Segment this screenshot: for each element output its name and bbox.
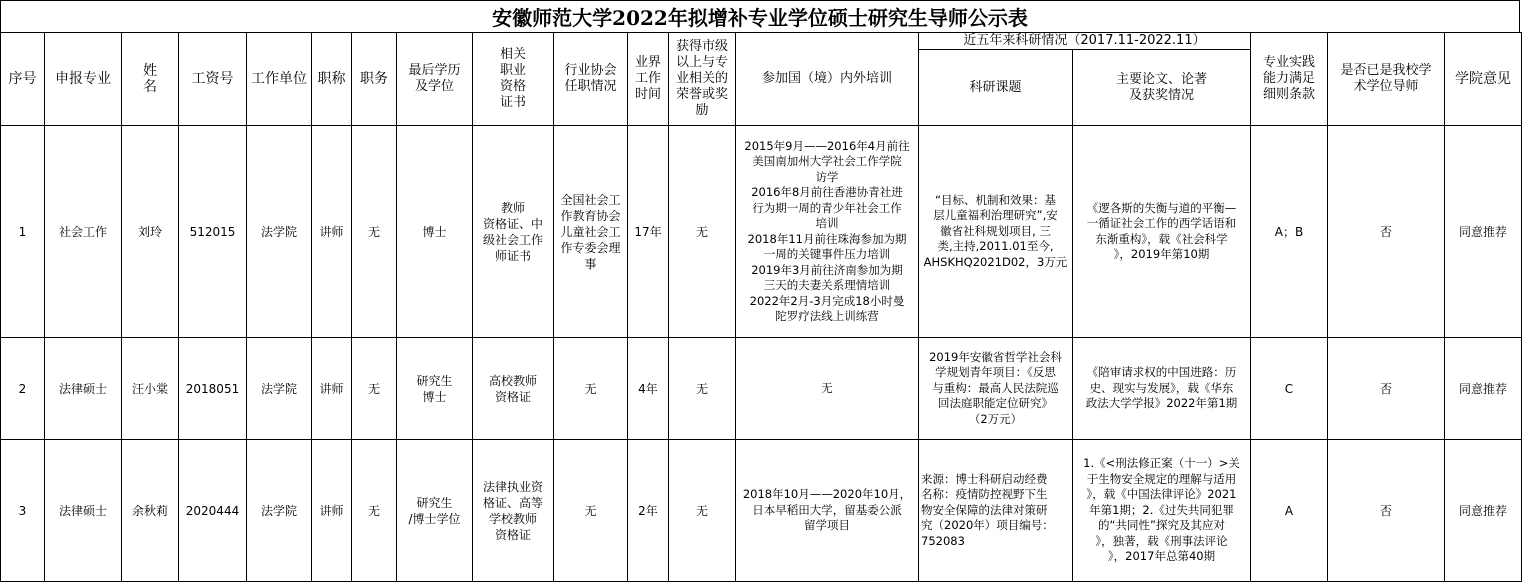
header-years: 业界 工作 时间: [628, 33, 669, 126]
cell-ability: A: [1251, 440, 1328, 582]
cell-assoc: 无: [554, 338, 628, 440]
tutor-table: [0, 32, 1522, 582]
table-row: [1, 338, 1522, 440]
cell-unit: 法学院: [247, 440, 312, 582]
cell-cert: 高校教师 资格证: [473, 338, 554, 440]
header-assoc: 行业协会 任职情况: [554, 33, 628, 126]
header-name: 姓 名: [122, 33, 179, 126]
cell-honors: 无: [669, 338, 736, 440]
cell-training: 2015年9月——2016年4月前往 美国南加州大学社会工作学院 访学 2016年8月前往香港协青社进 行为期一周的青少年社会工作 培训 2018年11月前往珠海参加为期 一周的关键事件压力培训 2019年3月前往济南参加为期 三天的夫妻关系理情培训 2022年2月-3月完成18小时曼 陀罗疗法线上训练营: [736, 126, 919, 338]
cell-staff-id: 2020444: [179, 440, 247, 582]
cell-opinion: 同意推荐: [1445, 126, 1522, 338]
header-staff-id: 工资号: [179, 33, 247, 126]
cell-opinion: 同意推荐: [1445, 440, 1522, 582]
cell-years: 17年: [628, 126, 669, 338]
cell-title: 讲师: [312, 440, 352, 582]
cell-projects: “目标、机制和效果：基 层儿童福利治理研究”,安 徽省社科规划项目, 三 类,主持,2011.01至今, AHSKHQ2021D02，3万元: [919, 126, 1073, 338]
cell-title: 讲师: [312, 126, 352, 338]
cell-staff-id: 2018051: [179, 338, 247, 440]
cell-honors: 无: [669, 126, 736, 338]
cell-is-tutor: 否: [1328, 126, 1445, 338]
cell-training: 2018年10月——2020年10月， 日本早稻田大学，留基委公派 留学项目: [736, 440, 919, 582]
header-title: 职称: [312, 33, 352, 126]
cell-papers: 1.《<刑法修正案（十一）>关 于生物安全规定的理解与适用 》，载《中国法律评论》2021 年第1期；2.《过失共同犯罪 的“共同性”探究及其应对 》，独著，载《刑事法评论 》，2017年总第40期: [1073, 440, 1251, 582]
header-degree: 最后学历 及学位: [397, 33, 473, 126]
header-cert: 相关 职业 资格 证书: [473, 33, 554, 126]
cell-ability: A；B: [1251, 126, 1328, 338]
header-honors: 获得市级 以上与专 业相关的 荣誉或奖 励: [669, 33, 736, 126]
cell-post: 无: [352, 126, 397, 338]
cell-seq: 1: [1, 126, 45, 338]
table-row: [1, 440, 1522, 582]
header-papers: 主要论文、论著 及获奖情况: [1073, 50, 1251, 126]
cell-assoc: 无: [554, 440, 628, 582]
cell-cert: 法律执业资 格证、高等 学校教师 资格证: [473, 440, 554, 582]
header-ability: 专业实践 能力满足 细则条款: [1251, 33, 1328, 126]
cell-staff-id: 512015: [179, 126, 247, 338]
cell-projects: 来源：博士科研启动经费 名称：疫情防控视野下生 物安全保障的法律对策研 究（2020年）项目编号： 752083: [919, 440, 1073, 582]
header-projects: 科研课题: [919, 50, 1073, 126]
cell-unit: 法学院: [247, 338, 312, 440]
header-opinion: 学院意见: [1445, 33, 1522, 126]
cell-assoc: 全国社会工 作教育协会 儿童社会工 作专委会理 事: [554, 126, 628, 338]
cell-training: 无: [736, 338, 919, 440]
cell-title: 讲师: [312, 338, 352, 440]
header-post: 职务: [352, 33, 397, 126]
header-training: 参加国（境）内外培训: [736, 33, 919, 126]
cell-name: 汪小棠: [122, 338, 179, 440]
cell-major: 法律硕士: [45, 338, 122, 440]
cell-degree: 博士: [397, 126, 473, 338]
cell-honors: 无: [669, 440, 736, 582]
cell-papers: 《陪审请求权的中国进路：历 史、现实与发展》，载《华东 政法大学学报》2022年第1期: [1073, 338, 1251, 440]
cell-name: 余秋莉: [122, 440, 179, 582]
table-row: [1, 126, 1522, 338]
cell-years: 4年: [628, 338, 669, 440]
header-major: 申报专业: [45, 33, 122, 126]
header-research-group: 近五年来科研情况（2017.11-2022.11）: [919, 33, 1251, 50]
cell-name: 刘玲: [122, 126, 179, 338]
cell-seq: 2: [1, 338, 45, 440]
cell-is-tutor: 否: [1328, 338, 1445, 440]
cell-opinion: 同意推荐: [1445, 338, 1522, 440]
cell-seq: 3: [1, 440, 45, 582]
cell-cert: 教师 资格证、中 级社会工作 师证书: [473, 126, 554, 338]
sheet-title: 安徽师范大学2022年拟增补专业学位硕士研究生导师公示表: [0, 0, 1520, 32]
cell-years: 2年: [628, 440, 669, 582]
cell-unit: 法学院: [247, 126, 312, 338]
header-seq: 序号: [1, 33, 45, 126]
header-is-tutor: 是否已是我校学 术学位导师: [1328, 33, 1445, 126]
header-unit: 工作单位: [247, 33, 312, 126]
cell-degree: 研究生 博士: [397, 338, 473, 440]
cell-major: 社会工作: [45, 126, 122, 338]
cell-post: 无: [352, 440, 397, 582]
cell-is-tutor: 否: [1328, 440, 1445, 582]
cell-major: 法律硕士: [45, 440, 122, 582]
cell-ability: C: [1251, 338, 1328, 440]
cell-post: 无: [352, 338, 397, 440]
cell-degree: 研究生 /博士学位: [397, 440, 473, 582]
cell-papers: 《逻各斯的失衡与道的平衡— 一循证社会工作的西学话语和 东渐重构》，载《社会科学 》，2019年第10期: [1073, 126, 1251, 338]
cell-projects: 2019年安徽省哲学社会科 学规划青年项目：《反思 与重构：最高人民法院巡 回法庭职能定位研究》 （2万元）: [919, 338, 1073, 440]
